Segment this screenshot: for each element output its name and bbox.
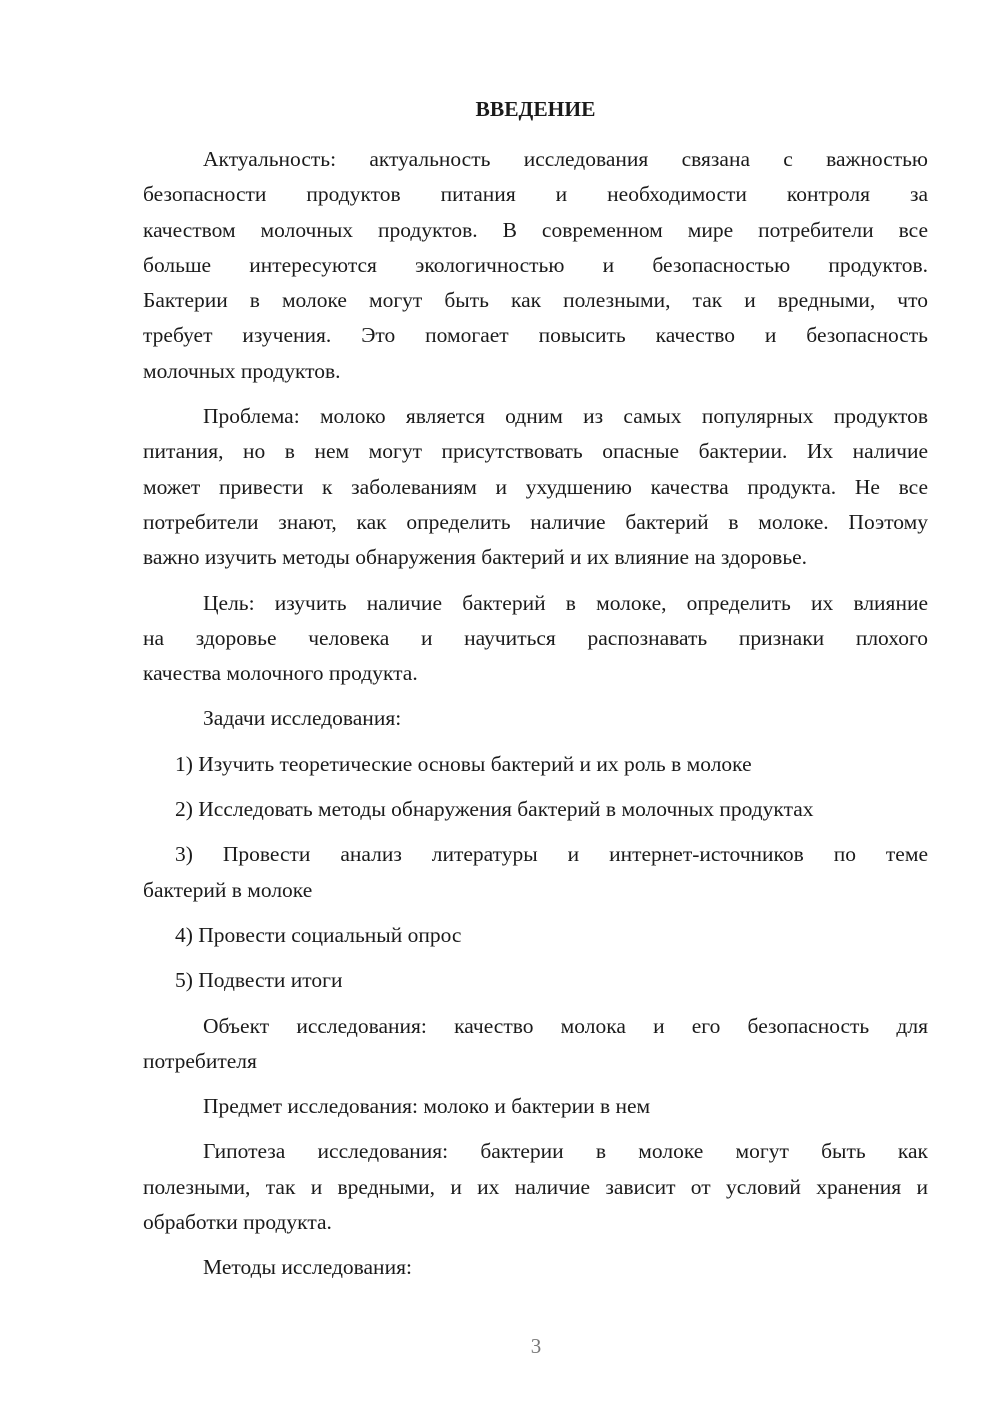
text-line: качества молочного продукта.	[143, 661, 418, 686]
text-line: бактерий в молоке	[143, 877, 313, 902]
paragraph	[143, 142, 928, 389]
text-line: 1) Изучить теоретические основы бактерий и их роль в молоке	[175, 751, 752, 776]
text-line: 5) Подвести итоги	[175, 968, 343, 993]
text-line: важно изучить методы обнаружения бактерий и их влияние на здоровье.	[143, 545, 808, 570]
paragraph	[143, 1250, 928, 1285]
list-item	[143, 792, 928, 827]
text-line: Объект исследования: качество молока и его безопасность для	[203, 1013, 928, 1038]
list-item	[143, 837, 928, 908]
list-item	[143, 918, 928, 953]
text-line: Проблема: молоко является одним из самых популярных продуктов	[203, 404, 928, 429]
paragraph	[143, 701, 928, 736]
document-page	[143, 92, 928, 1286]
text-line: полезными, так и вредными, и их наличие зависит от условий хранения и	[143, 1174, 928, 1199]
text-line: 3) Провести анализ литературы и интернет-источников по теме	[175, 842, 928, 867]
text-line: Задачи исследования:	[203, 706, 402, 731]
text-line: питания, но в нем могут присутствовать опасные бактерии. Их наличие	[143, 439, 928, 464]
text-line: Бактерии в молоке могут быть как полезными, так и вредными, что	[143, 288, 928, 313]
text-line: требует изучения. Это помогает повысить качество и безопасность	[143, 323, 928, 348]
text-line: молочных продуктов.	[143, 358, 341, 383]
text-line: обработки продукта.	[143, 1210, 332, 1235]
text-line: качеством молочных продуктов. В современном мире потребители все	[143, 217, 928, 242]
text-line: 2) Исследовать методы обнаружения бактерий в молочных продуктах	[175, 797, 814, 822]
text-line: безопасности продуктов питания и необходимости контроля за	[143, 182, 928, 207]
paragraph	[143, 1134, 928, 1240]
section-title: ВВЕДЕНИЕ	[475, 97, 596, 121]
paragraph	[143, 1089, 928, 1124]
text-line: Гипотеза исследования: бактерии в молоке могут быть как	[203, 1139, 928, 1164]
text-line: Актуальность: актуальность исследования связана с важностью	[203, 147, 928, 171]
page-number: 3	[530, 1334, 542, 1358]
text-line: может привести к заболеваниям и ухудшению качества продукта. Не все	[143, 474, 928, 499]
text-line: потребителя	[143, 1048, 257, 1073]
list-item	[143, 747, 928, 782]
text-line: больше интересуются экологичностью и безопасностью продуктов.	[143, 252, 928, 277]
text-line: 4) Провести социальный опрос	[175, 922, 462, 947]
text-line: на здоровье человека и научиться распознавать признаки плохого	[143, 625, 928, 650]
text-line: Цель: изучить наличие бактерий в молоке, определить их влияние	[203, 590, 928, 615]
paragraph	[143, 1009, 928, 1080]
text-line: Предмет исследования: молоко и бактерии в нем	[203, 1094, 651, 1119]
text-line: потребители знают, как определить наличие бактерий в молоке. Поэтому	[143, 509, 928, 534]
paragraph	[143, 399, 928, 575]
text-line: Методы исследования:	[203, 1255, 412, 1280]
paragraph	[143, 586, 928, 692]
list-item	[143, 963, 928, 998]
document-body	[143, 142, 928, 1286]
